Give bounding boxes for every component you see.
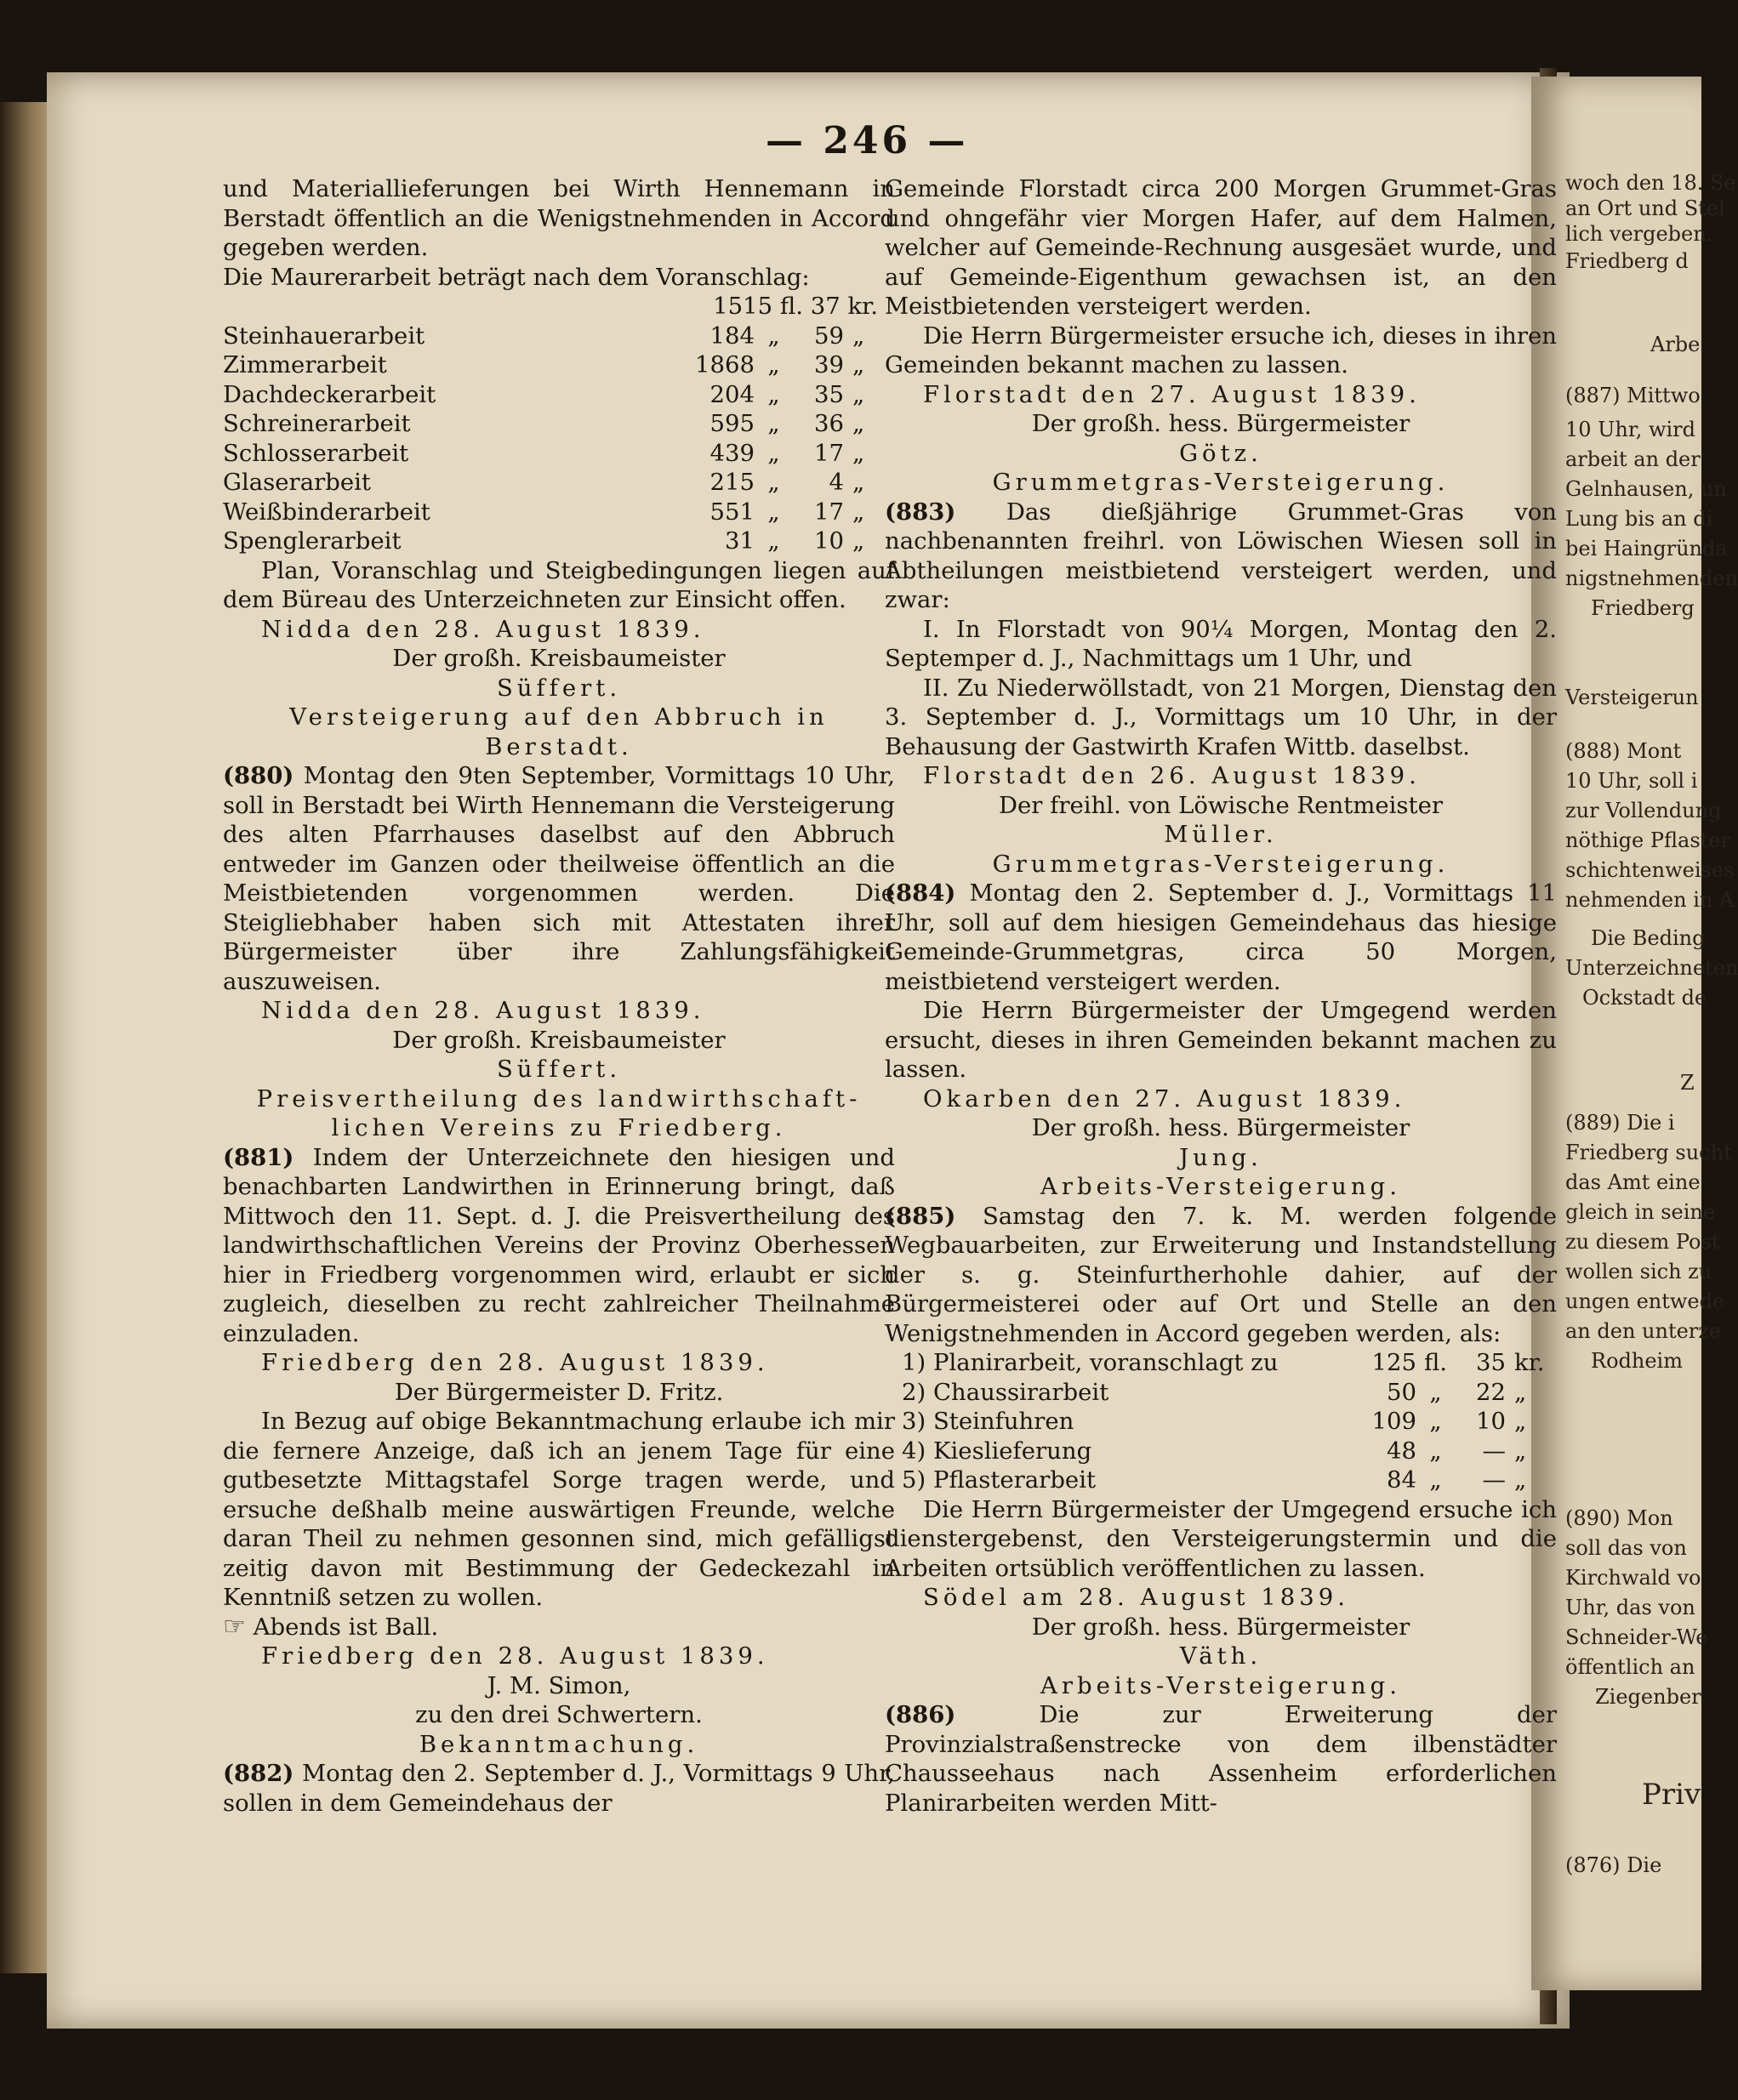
- signature-name: Süffert.: [496, 674, 622, 702]
- ditto-mark: „: [852, 469, 865, 496]
- place-date: Friedberg den 28. August 1839.: [261, 1349, 769, 1376]
- facing-line: ungen entwede: [1565, 1289, 1725, 1313]
- cost-unit: „: [1514, 1437, 1527, 1465]
- cost-label: Weißbinderarbeit: [223, 498, 430, 526]
- notice-text-883: Das dießjährige Grummet-Gras von nachbenannten freihrl. von Löwischen Wiesen soll in Abtheilungen meistbietend versteigert werden, und zwar:: [885, 498, 1557, 613]
- notice-number-882: (882): [223, 1760, 294, 1787]
- table-row: [223, 350, 895, 380]
- signature-name: Väth.: [1179, 1642, 1262, 1670]
- notice-text-881b: In Bezug auf obige Bekanntmachung erlaube ich mir die fernere Anzeige, daß ich an jenem Tage für eine gutbesetzte Mittagstafel Sorge tragen werde, und ersuche deßhalb meine auswärtigen Freunde, welche daran Theil zu nehmen gesonnen sind, mich gefälligst zeitig davon mit Bestimmung der Gedeckezahl in Kenntniß setzen zu wollen.: [223, 1408, 895, 1611]
- cost-label: Glaserarbeit: [223, 469, 371, 496]
- cost-label: Schreinerarbeit: [223, 410, 411, 437]
- notice-text-880: Montag den 9ten September, Vormittags 10 Uhr, soll in Berstadt bei Wirth Hennemann die Versteigerung des alten Pfarrhauses daselbst auf den Abbruch entweder im Ganzen oder theilweise öffentlich an die Meistbietenden vorgenommen werden. Die Steigliebhaber haben sich mit Attestaten ihrer Bürgermeister über ihre Zahlungsfähigkeit auszuweisen.: [223, 762, 896, 995]
- cost-fl: 595: [709, 410, 755, 437]
- cost-label: 5) Pflasterarbeit: [902, 1466, 1097, 1494]
- ditto-mark: „: [767, 439, 780, 467]
- right-column: [885, 174, 1557, 1818]
- place-date: Södel am 28. August 1839.: [923, 1584, 1350, 1611]
- table-row: [885, 1378, 1557, 1408]
- facing-line: öffentlich an: [1565, 1655, 1695, 1679]
- cost-kr: 36: [814, 410, 844, 437]
- ditto-mark: „: [852, 527, 865, 555]
- cost-fl: 439: [709, 439, 755, 467]
- cost-fl: 84: [1387, 1466, 1416, 1494]
- ditto-mark: „: [852, 380, 865, 408]
- cost-kr: 35: [814, 380, 844, 408]
- table-row: [223, 468, 895, 498]
- cost-label: 4) Kieslieferung: [902, 1437, 1092, 1465]
- facing-line: nöthige Pflaster: [1565, 828, 1730, 852]
- notice-heading-881: Preisvertheilung des landwirthschaft-: [256, 1084, 862, 1113]
- facing-line: zur Vollendung: [1565, 799, 1722, 822]
- maurer-label: Die Maurerarbeit beträgt nach dem Voranschlag:: [223, 263, 810, 291]
- table-row: [885, 1348, 1557, 1378]
- cost-fl: 204: [709, 380, 755, 408]
- page-number: — 246 —: [766, 119, 969, 162]
- facing-line: (889) Die i: [1565, 1111, 1675, 1135]
- ditto-mark: „: [852, 351, 865, 378]
- cost-kr: 10: [814, 527, 844, 555]
- notice-text-881: Indem der Unterzeichnete den hiesigen und benachbarten Landwirthen in Erinnerung bringt, daß Mittwoch den 11. Sept. d. J. die Preisvertheilung des landwirthschaftlichen Vereins der Provinz Oberhessen hier in Friedberg vorgenommen wird, erlaubt er sich zugleich, dieselben zu recht zahlreicher Theilnahme einzuladen.: [223, 1143, 895, 1347]
- facing-line: Uhr, das von: [1565, 1596, 1695, 1619]
- facing-line: zu diesem Post: [1565, 1230, 1720, 1254]
- table-row: [223, 409, 895, 439]
- ditto-mark: „: [767, 380, 780, 408]
- ball-text: Abends ist Ball.: [253, 1613, 439, 1641]
- facing-line: das Amt eine: [1565, 1170, 1701, 1194]
- notice-text-882: Montag den 2. September d. J., Vormittags 9 Uhr, sollen in dem Gemeindehaus der: [223, 1760, 895, 1817]
- facing-line: Arbe: [1650, 333, 1701, 356]
- notice-number-883: (883): [885, 498, 956, 526]
- cost-unit: fl.: [1423, 1349, 1448, 1376]
- cost-label: Zimmerarbeit: [223, 351, 387, 378]
- cost-unit: „: [1429, 1437, 1442, 1465]
- ditto-mark: „: [767, 322, 780, 350]
- ditto-mark: „: [767, 469, 780, 496]
- cost-kr: —: [1482, 1437, 1506, 1465]
- facing-line: (887) Mittwo: [1565, 384, 1701, 407]
- left-column: [223, 174, 895, 1818]
- notice-number-885: (885): [885, 1202, 956, 1230]
- cost-fl: 125: [1371, 1349, 1416, 1376]
- facing-line: Gelnhausen, un: [1565, 477, 1727, 501]
- notice-number-884: (884): [885, 879, 956, 907]
- cost-fl: 1868: [695, 351, 755, 378]
- signature-name: Süffert.: [496, 1056, 622, 1083]
- cost-fl: 551: [709, 498, 755, 526]
- place-date: Okarben den 27. August 1839.: [923, 1084, 1406, 1113]
- table-row: [223, 322, 895, 351]
- cost-kr: 10: [1476, 1408, 1506, 1435]
- facing-line: Rodheim: [1591, 1349, 1683, 1373]
- notice-text-884b: Die Herrn Bürgermeister der Umgegend werden ersucht, dieses in ihren Gemeinden bekannt machen zu lassen.: [885, 997, 1557, 1083]
- facing-line: Priv: [1642, 1778, 1701, 1812]
- notice-item-883-1: I. In Florstadt von 90¼ Morgen, Montag den 2. Septemper d. J., Nachmittags um 1 Uhr, und: [885, 615, 1557, 672]
- notice-text-882-cont: Gemeinde Florstadt circa 200 Morgen Grummet-Gras und ohngefähr vier Morgen Hafer, auf dem Halmen, welcher auf Gemeinde-Rechnung ausgesäet wurde, und auf Gemeinde-Eigenthum gewachsen ist, an den Meistbietenden versteigert werden.: [885, 175, 1557, 320]
- pointing-hand-icon: ☞: [223, 1611, 246, 1642]
- facing-line: Versteigerun: [1565, 686, 1699, 709]
- cost-kr: 39: [814, 351, 844, 378]
- cost-kr: 17: [814, 498, 844, 526]
- cost-unit: „: [1514, 1378, 1527, 1406]
- notice-heading-885: Arbeits-Versteigerung.: [1040, 1173, 1401, 1200]
- facing-line: soll das von: [1565, 1536, 1687, 1560]
- cost-label: 2) Chaussirarbeit: [902, 1378, 1109, 1406]
- cost-fl: 215: [709, 469, 755, 496]
- roadwork-cost-table: [885, 1348, 1557, 1495]
- cost-label: 3) Steinfuhren: [902, 1408, 1074, 1435]
- notice-heading-883: Grummetgras-Versteigerung.: [992, 469, 1450, 496]
- signature-title: Der freihl. von Löwische Rentmeister: [998, 791, 1443, 819]
- facing-line: Die Beding: [1591, 926, 1706, 950]
- ditto-mark: „: [852, 439, 865, 467]
- facing-line: an den unterze: [1565, 1319, 1722, 1343]
- cost-fl: 31: [725, 527, 755, 555]
- signature-name: Jung.: [1179, 1143, 1262, 1171]
- notice-text-885: Samstag den 7. k. M. werden folgende Wegbauarbeiten, zur Erweiterung und Instandstellung der s. g. Steinfurtherhohle dahier, auf der Bürgermeisterei oder auf Ort und Stelle an den Wenigstnehmenden in Accord gegeben werden, als:: [885, 1202, 1557, 1347]
- ditto-mark: „: [852, 410, 865, 437]
- facing-line: Friedberg sucht: [1565, 1141, 1732, 1164]
- cost-fl: 184: [709, 322, 755, 350]
- notice-text-882-request: Die Herrn Bürgermeister ersuche ich, dieses in ihren Gemeinden bekannt machen zu lassen.: [885, 322, 1557, 378]
- notice-text-886: Die zur Erweiterung der Provinzialstraßenstrecke von dem ilbenstädter Chausseehaus nach Assenheim erforderlichen Planirarbeiten werden Mitt-: [885, 1701, 1557, 1817]
- notice-number-886: (886): [885, 1701, 956, 1728]
- place-date: Friedberg den 28. August 1839.: [261, 1642, 769, 1670]
- cost-unit: „: [1429, 1408, 1442, 1435]
- ditto-mark: „: [852, 498, 865, 526]
- facing-line: Lung bis an di: [1565, 507, 1713, 531]
- signature-title: zu den drei Schwertern.: [415, 1701, 703, 1728]
- plan-text: Plan, Voranschlag und Steigbedingungen liegen auf dem Büreau des Unterzeichneten zur Einsicht offen.: [223, 556, 895, 613]
- signature-title: Der großh. Kreisbaumeister: [392, 645, 726, 672]
- cost-label: 1) Planirarbeit, voranschlagt zu: [902, 1349, 1279, 1376]
- facing-line: woch den 18. Se: [1565, 171, 1736, 195]
- facing-line: Friedberg: [1591, 596, 1695, 620]
- facing-line: an Ort und Stel: [1565, 196, 1725, 220]
- intro-text: und Materiallieferungen bei Wirth Hennemann in Berstadt öffentlich an die Wenigstnehmenden in Accord gegeben werden.: [223, 175, 895, 261]
- notice-text-884: Montag den 2. September d. J., Vormittags 11 Uhr, soll auf dem hiesigen Gemeindehaus das hiesige Gemeinde-Grummetgras, circa 50 Morgen, meistbietend versteigert werden.: [885, 879, 1557, 995]
- ditto-mark: „: [767, 351, 780, 378]
- cost-unit: „: [1514, 1408, 1527, 1435]
- facing-line: (890) Mon: [1565, 1506, 1673, 1530]
- facing-line: Schneider-We: [1565, 1625, 1708, 1649]
- signature-name: J. M. Simon,: [487, 1671, 631, 1699]
- table-row: [223, 439, 895, 469]
- cost-label: Steinhauerarbeit: [223, 322, 425, 350]
- facing-line: Friedberg d: [1565, 249, 1689, 273]
- facing-line: (888) Mont: [1565, 739, 1682, 763]
- signature-name: Götz.: [1179, 439, 1262, 467]
- signature-name: Müller.: [1164, 821, 1278, 848]
- facing-line: Unterzeichneten: [1565, 956, 1738, 980]
- cost-kr: 35: [1476, 1349, 1506, 1376]
- facing-line: wollen sich zu: [1565, 1260, 1712, 1283]
- cost-kr: —: [1482, 1466, 1506, 1494]
- ditto-mark: „: [767, 410, 780, 437]
- notice-heading-886: Arbeits-Versteigerung.: [1040, 1671, 1401, 1699]
- notice-text-885b: Die Herrn Bürgermeister der Umgegend ersuche ich dienstergebenst, den Versteigerungstermin und die Arbeiten ortsüblich veröffentlichen zu lassen.: [885, 1495, 1557, 1582]
- signature-title: Der großh. Kreisbaumeister: [392, 1026, 726, 1054]
- notice-item-883-2: II. Zu Niederwöllstadt, von 21 Morgen, Dienstag den 3. September d. J., Vormittags um 10 Uhr, in der Behausung der Gastwirth Krafen Wittb. daselbst.: [885, 674, 1557, 760]
- cost-label: Dachdeckerarbeit: [223, 380, 436, 408]
- cost-kr: 17: [814, 439, 844, 467]
- facing-line: lich vergeben.: [1565, 222, 1713, 246]
- facing-line: Kirchwald vo: [1565, 1566, 1701, 1590]
- table-row: [223, 526, 895, 556]
- place-date: Florstadt den 27. August 1839.: [923, 380, 1421, 408]
- cost-unit: „: [1429, 1466, 1442, 1494]
- place-date: Nidda den 28. August 1839.: [261, 997, 705, 1024]
- ditto-mark: „: [767, 498, 780, 526]
- facing-line: schichtenweises: [1565, 858, 1735, 882]
- cost-fl: 50: [1387, 1378, 1416, 1406]
- facing-line: gleich in seine: [1565, 1200, 1716, 1224]
- cost-fl: 109: [1371, 1408, 1416, 1435]
- notice-heading-884: Grummetgras-Versteigerung.: [992, 850, 1450, 878]
- notice-heading-881-cont: lichen Vereins zu Friedberg.: [331, 1114, 787, 1141]
- facing-line: arbeit an der: [1565, 447, 1701, 471]
- cost-unit: „: [1514, 1466, 1527, 1494]
- signature-name: Der Bürgermeister D. Fritz.: [394, 1378, 724, 1406]
- facing-line: Z: [1680, 1071, 1695, 1095]
- cost-fl: 48: [1387, 1437, 1416, 1465]
- ditto-mark: „: [767, 527, 780, 555]
- notice-heading-882: Bekanntmachung.: [419, 1730, 699, 1758]
- facing-line: Ziegenber: [1595, 1685, 1701, 1709]
- signature-title: Der großh. hess. Bürgermeister: [1031, 1114, 1410, 1141]
- cost-kr: 4: [829, 469, 844, 496]
- cost-unit: „: [1429, 1378, 1442, 1406]
- facing-line: 10 Uhr, soll i: [1565, 769, 1698, 793]
- place-date: Florstadt den 26. August 1839.: [923, 762, 1421, 789]
- cost-table: [223, 322, 895, 556]
- table-row: [885, 1437, 1557, 1466]
- signature-title: Der großh. hess. Bürgermeister: [1031, 1613, 1410, 1641]
- facing-line: (876) Die: [1565, 1853, 1662, 1877]
- cost-kr: 59: [814, 322, 844, 350]
- facing-line: bei Haingründa: [1565, 537, 1728, 561]
- table-row: [885, 1407, 1557, 1437]
- facing-line: nigstnehmenden: [1565, 566, 1738, 590]
- table-row: [223, 498, 895, 527]
- notice-number-880: (880): [223, 762, 294, 789]
- cost-unit: kr.: [1514, 1349, 1545, 1376]
- notice-number-881: (881): [223, 1143, 294, 1171]
- book-binding-left: [0, 102, 51, 1973]
- facing-line: 10 Uhr, wird: [1565, 418, 1695, 441]
- facing-line: nehmenden in A: [1565, 888, 1735, 912]
- table-row: [223, 380, 895, 410]
- cost-kr: 22: [1476, 1378, 1506, 1406]
- table-row: [885, 1465, 1557, 1495]
- notice-heading-880: Versteigerung auf den Abbruch in Berstadt.: [289, 703, 829, 760]
- cost-label: Schlosserarbeit: [223, 439, 409, 467]
- place-date: Nidda den 28. August 1839.: [261, 615, 705, 643]
- facing-line: Ockstadt de: [1582, 986, 1707, 1010]
- ditto-mark: „: [852, 322, 865, 350]
- signature-title: Der großh. hess. Bürgermeister: [1031, 410, 1410, 437]
- maurer-value: 1515 fl. 37 kr.: [713, 293, 878, 320]
- cost-label: Spenglerarbeit: [223, 527, 402, 555]
